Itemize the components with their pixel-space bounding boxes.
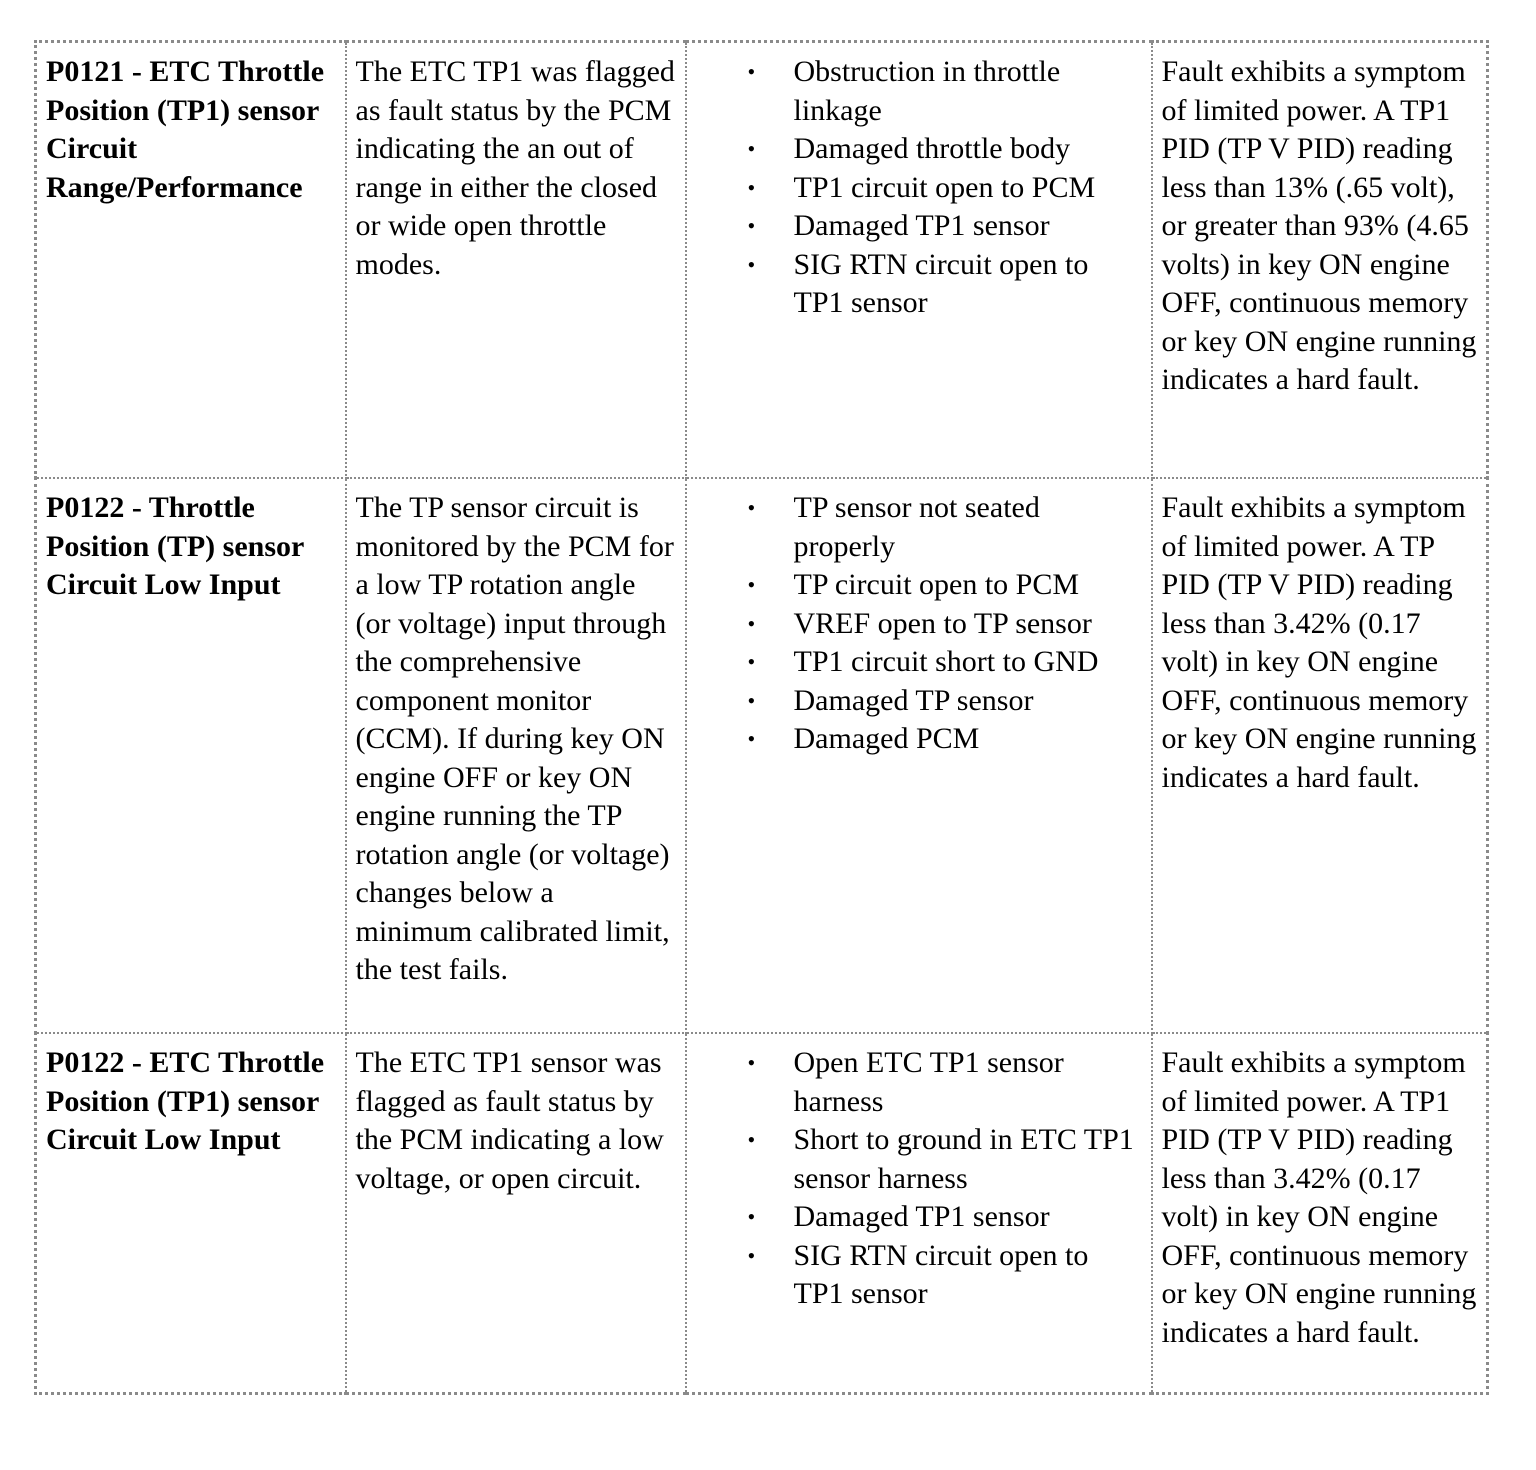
cause-text: SIG RTN circuit open to TP1 sensor — [793, 247, 1089, 319]
list-item — [696, 1121, 1143, 1198]
cause-text: VREF open to TP sensor — [793, 606, 1092, 640]
bullet-icon: • — [747, 1127, 756, 1152]
bullet-icon: • — [747, 213, 756, 238]
list-item — [696, 1237, 1143, 1314]
list-item — [696, 1044, 1143, 1121]
bullet-icon: • — [747, 251, 756, 277]
list-item — [696, 605, 1143, 644]
list-item — [696, 169, 1143, 208]
dtc-description-cell: The ETC TP1 was flagged as fault status by the PCM indicating the an out of range in either the closed or wide open throttle modes. — [346, 42, 686, 479]
dtc-code-cell: P0121 - ETC Throttle Position (TP1) sensor Circuit Range/Performance — [36, 42, 346, 479]
cause-text: TP sensor not seated properly — [793, 491, 1040, 563]
bullet-icon: • — [747, 687, 756, 713]
cause-text: Damaged TP1 sensor — [793, 209, 1050, 242]
bullet-icon: • — [747, 726, 756, 751]
list-item — [696, 1198, 1143, 1237]
table-row — [36, 1033, 1488, 1394]
table-row — [36, 478, 1488, 1033]
dtc-code-cell: P0122 - Throttle Position (TP) sensor Circuit Low Input — [36, 478, 346, 1033]
table-row — [36, 42, 1488, 479]
dtc-symptom-cell: Fault exhibits a symptom of limited power. A TP PID (TP V PID) reading less than 3.42% (0.17 volt) in key ON engine OFF, continuous memory or key ON engine running indicates a hard fault. — [1152, 478, 1488, 1033]
dtc-description-cell: The ETC TP1 sensor was flagged as fault status by the PCM indicating a low voltage, or open circuit. — [346, 1033, 686, 1394]
bullet-icon: • — [747, 174, 756, 200]
bullet-icon: • — [747, 136, 756, 161]
causes-list — [696, 489, 1143, 759]
bullet-icon: • — [747, 1204, 756, 1229]
dtc-table — [34, 40, 1489, 1395]
dtc-causes-cell — [686, 1033, 1152, 1394]
list-item — [696, 566, 1143, 605]
dtc-code-cell: P0122 - ETC Throttle Position (TP1) sensor Circuit Low Input — [36, 1033, 346, 1394]
bullet-icon: • — [747, 59, 756, 84]
bullet-icon: • — [747, 649, 756, 674]
cause-text: TP1 circuit short to GND — [793, 645, 1099, 678]
list-item — [696, 130, 1143, 169]
list-item — [696, 207, 1143, 246]
cause-text: SIG RTN circuit open to TP1 sensor — [793, 1238, 1089, 1310]
dtc-symptom-cell: Fault exhibits a symptom of limited power. A TP1 PID (TP V PID) reading less than 13% (.65 volt), or greater than 93% (4.65 volts) in key ON engine OFF, continuous memory or key ON engine running indicates a hard fault. — [1152, 42, 1488, 479]
bullet-icon: • — [747, 495, 756, 520]
dtc-causes-cell — [686, 42, 1152, 479]
list-item — [696, 643, 1143, 682]
cause-text: Damaged throttle body — [793, 132, 1071, 165]
cause-text: Damaged TP sensor — [793, 683, 1034, 717]
cause-text: TP1 circuit open to PCM — [793, 170, 1096, 204]
dtc-causes-cell — [686, 478, 1152, 1033]
cause-text: TP circuit open to PCM — [793, 568, 1080, 601]
causes-list — [696, 53, 1143, 323]
list-item — [696, 246, 1143, 323]
bullet-icon: • — [747, 1050, 756, 1075]
list-item — [696, 720, 1143, 759]
bullet-icon: • — [747, 572, 756, 597]
causes-list — [696, 1044, 1143, 1314]
cause-text: Short to ground in ETC TP1 sensor harness — [793, 1123, 1134, 1195]
list-item — [696, 682, 1143, 721]
cause-text: Damaged PCM — [793, 722, 980, 755]
list-item — [696, 53, 1143, 130]
dtc-description-cell: The TP sensor circuit is monitored by the PCM for a low TP rotation angle (or voltage) input through the comprehensive component monitor (CCM). If during key ON engine OFF or key ON engine running the TP rotation angle (or voltage) changes below a minimum calibrated limit, the test fails. — [346, 478, 686, 1033]
bullet-icon: • — [747, 610, 756, 636]
bullet-icon: • — [747, 1242, 756, 1268]
cause-text: Obstruction in throttle linkage — [793, 55, 1061, 127]
cause-text: Damaged TP1 sensor — [793, 1200, 1050, 1233]
dtc-symptom-cell: Fault exhibits a symptom of limited power. A TP1 PID (TP V PID) reading less than 3.42% (0.17 volt) in key ON engine OFF, continuous memory or key ON engine running indicates a hard fault. — [1152, 1033, 1488, 1394]
cause-text: Open ETC TP1 sensor harness — [793, 1046, 1064, 1118]
list-item — [696, 489, 1143, 566]
